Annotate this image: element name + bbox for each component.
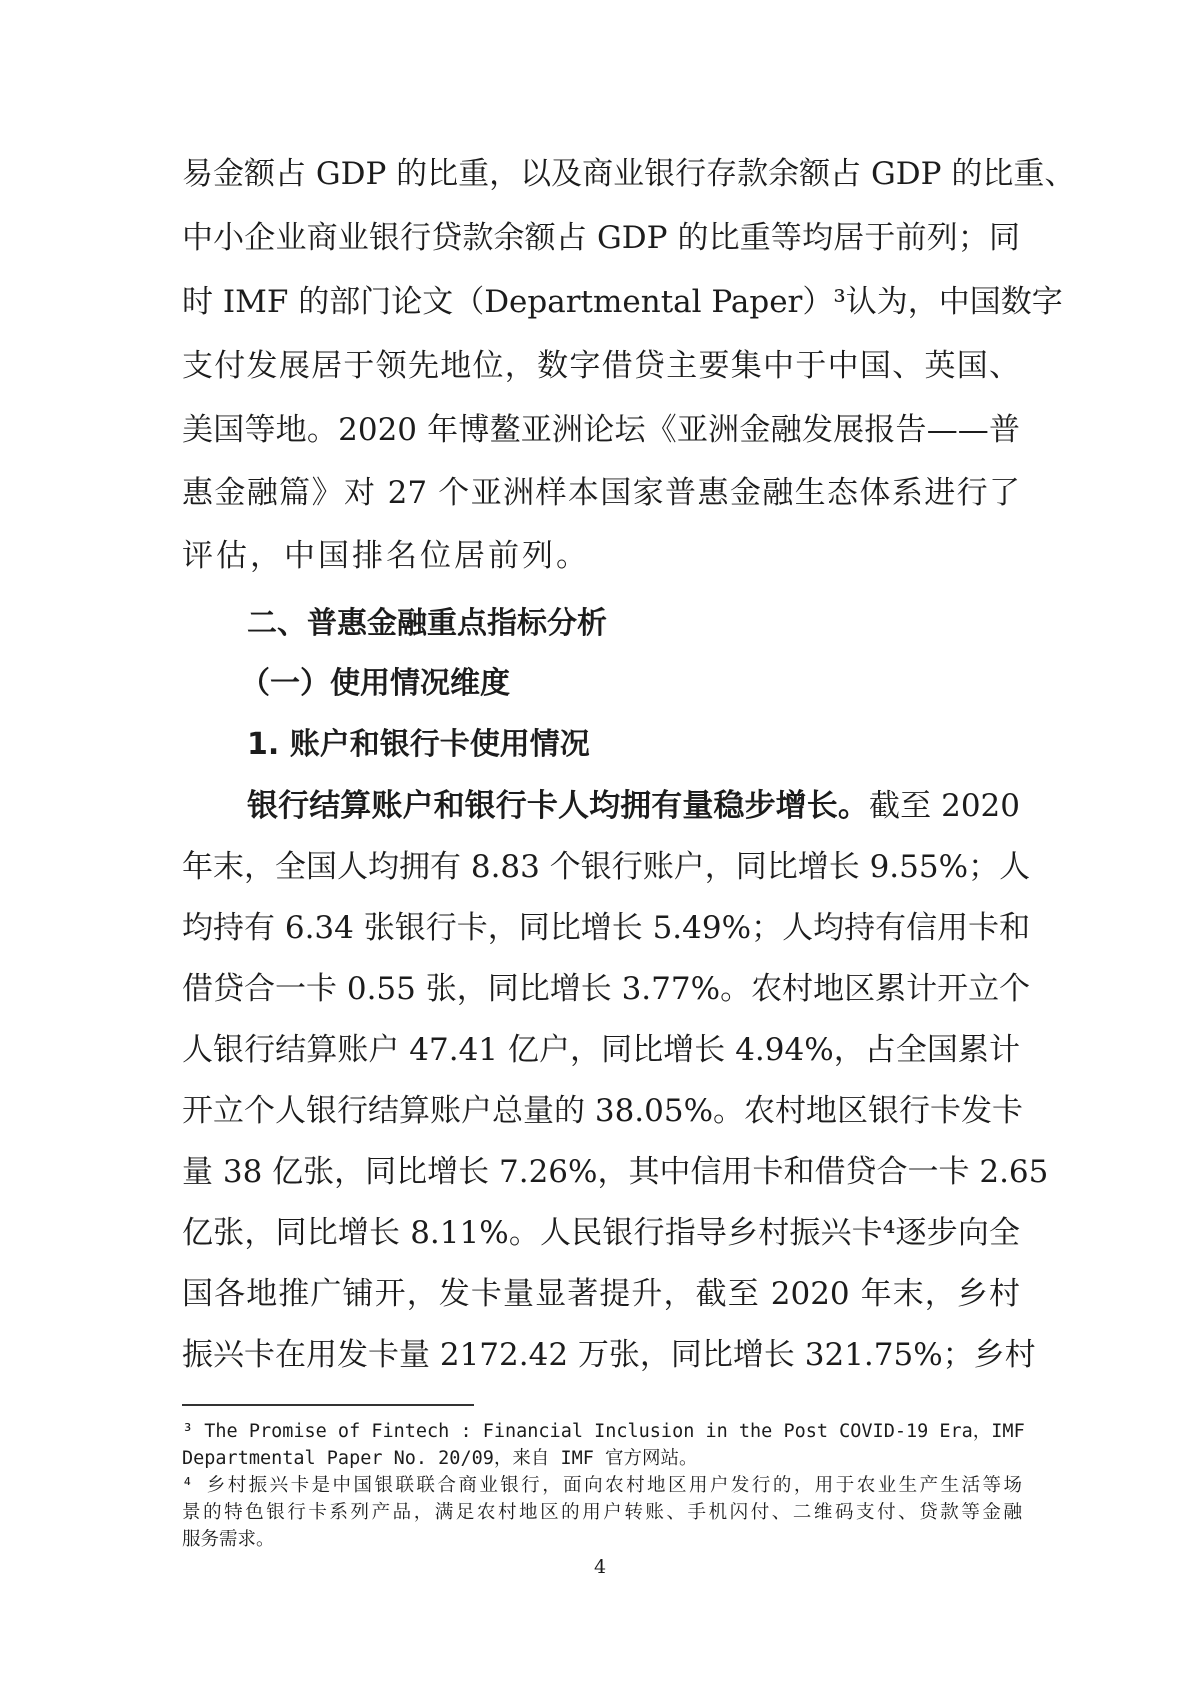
footnote-divider <box>182 1404 474 1406</box>
text-line: 年末，全国人均拥有 8.83 个银行账户，同比增长 9.55%；人 <box>182 849 1031 885</box>
footnote-4-line: 景的特色银行卡系列产品，满足农村地区的用户转账、手机闪付、二维码支付、贷款等金融 <box>182 1502 1022 1523</box>
lead-sentence: 银行结算账户和银行卡人均拥有量稳步增长。 <box>247 788 869 824</box>
text-line: 时 IMF 的部门论文（Departmental Paper）³认为，中国数字 <box>182 284 1063 320</box>
text-line: 评估，中国排名位居前列。 <box>182 538 590 574</box>
footnote-3-line: ³ The Promise of Fintech : Financial Inclusion in the Post COVID-19 Era，IMF <box>182 1421 1025 1442</box>
text-line: 振兴卡在用发卡量 2172.42 万张，同比增长 321.75%；乡村 <box>182 1337 1036 1373</box>
text-line: 亿张，同比增长 8.11%。人民银行指导乡村振兴卡⁴逐步向全 <box>182 1215 1020 1251</box>
text-line: 人银行结算账户 47.41 亿户，同比增长 4.94%，占全国累计 <box>182 1032 1020 1068</box>
lead-continuation: 截至 2020 <box>868 788 1021 824</box>
subsection-heading: （一）使用情况维度 <box>240 666 510 701</box>
paragraph-lead-line <box>247 784 1020 828</box>
text-line: 借贷合一卡 0.55 张，同比增长 3.77%。农村地区累计开立个 <box>182 971 1031 1007</box>
section-heading: 二、普惠金融重点指标分析 <box>247 606 607 641</box>
text-line: 支付发展居于领先地位，数字借贷主要集中于中国、英国、 <box>182 348 1020 384</box>
text-line: 惠金融篇》对 27 个亚洲样本国家普惠金融生态体系进行了 <box>182 475 1020 511</box>
footnote-3-line: Departmental Paper No. 20/09，来自 IMF 官方网站。 <box>182 1448 698 1469</box>
item-heading: 1. 账户和银行卡使用情况 <box>247 727 590 762</box>
text-line: 开立个人银行结算账户总量的 38.05%。农村地区银行卡发卡 <box>182 1093 1024 1129</box>
text-line: 中小企业商业银行贷款余额占 GDP 的比重等均居于前列；同 <box>182 220 1020 256</box>
footnote-4-line: 服务需求。 <box>182 1529 275 1550</box>
text-line: 量 38 亿张，同比增长 7.26%，其中信用卡和借贷合一卡 2.65 <box>182 1154 1049 1190</box>
text-line: 易金额占 GDP 的比重，以及商业银行存款余额占 GDP 的比重、 <box>182 156 1076 192</box>
footnote-4-line: ⁴ 乡村振兴卡是中国银联联合商业银行，面向农村地区用户发行的，用于农业生产生活等场 <box>182 1475 1022 1496</box>
text-line: 美国等地。2020 年博鳌亚洲论坛《亚洲金融发展报告——普 <box>182 412 1020 448</box>
text-line: 国各地推广铺开，发卡量显著提升，截至 2020 年末，乡村 <box>182 1276 1020 1312</box>
text-line: 均持有 6.34 张银行卡，同比增长 5.49%；人均持有信用卡和 <box>182 910 1031 946</box>
page-number: 4 <box>593 1556 607 1578</box>
